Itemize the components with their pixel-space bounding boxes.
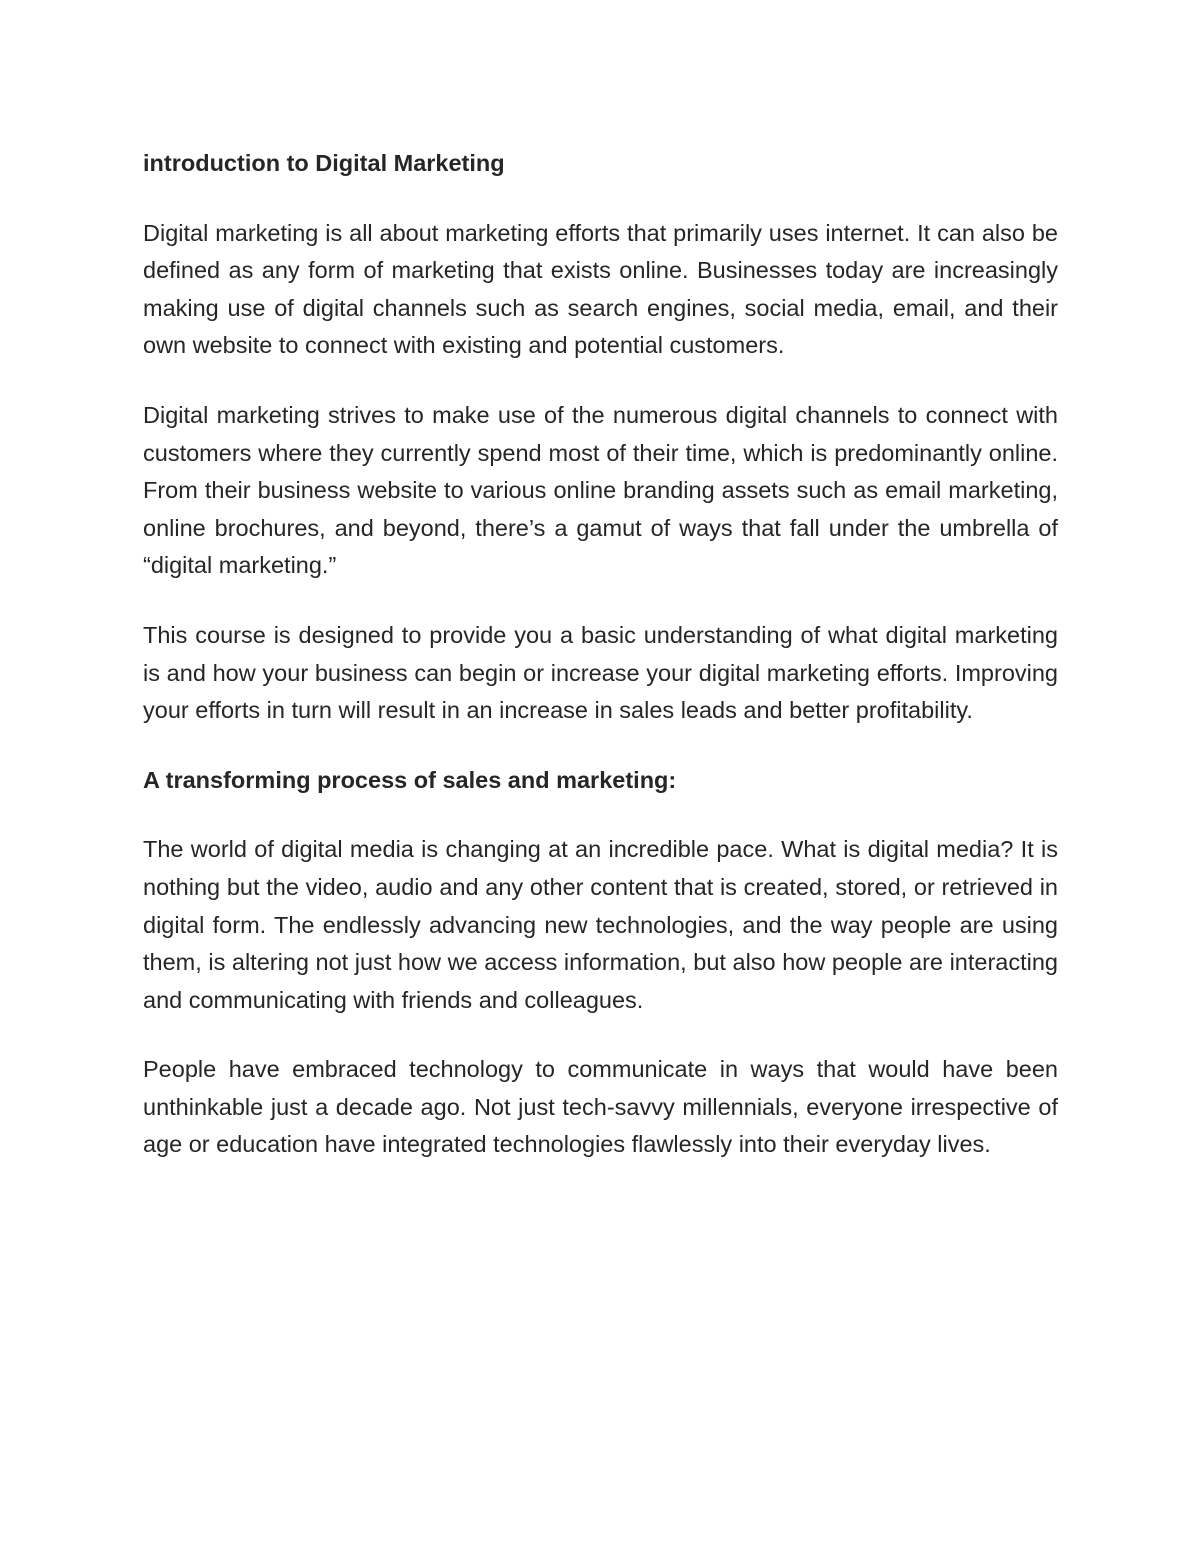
paragraph: People have embraced technology to communicate in ways that would have been unthinkable just a decade ago. Not just tech-savvy millennials, everyone irrespective of age or education have integrated technologies flawlessly into their everyday lives. [143, 1056, 1058, 1158]
paragraph: This course is designed to provide you a basic understanding of what digital marketing is and how your business can begin or increase your digital marketing efforts. Improving your efforts in turn will result in an increase in sales leads and better profitability. [143, 621, 1058, 724]
document-page [143, 145, 1058, 1196]
paragraph: Digital marketing is all about marketing efforts that primarily uses internet. It can also be defined as any form of marketing that exists online. Businesses today are increasingly making use of digital channels such as search engines, social media, email, and their own website to connect with existing and potential customers. [143, 219, 1058, 359]
paragraph: The world of digital media is changing at an incredible pace. What is digital media? It is nothing but the video, audio and any other content that is created, stored, or retrieved in digital form. The endlessly advancing new technologies, and the way people are using them, is altering not just how we access information, but also how people are interacting and communicating with friends and colleagues. [143, 836, 1058, 1013]
section-heading: A transforming process of sales and marketing: [143, 766, 677, 793]
paragraph: Digital marketing strives to make use of the numerous digital channels to connect with customers where they currently spend most of their time, which is predominantly online. From their business website to various online branding assets such as email marketing, online brochures, and beyond, there’s a gamut of ways that fall under the umbrella of “digital marketing.” [143, 401, 1058, 579]
section-heading: introduction to Digital Marketing [143, 150, 505, 176]
